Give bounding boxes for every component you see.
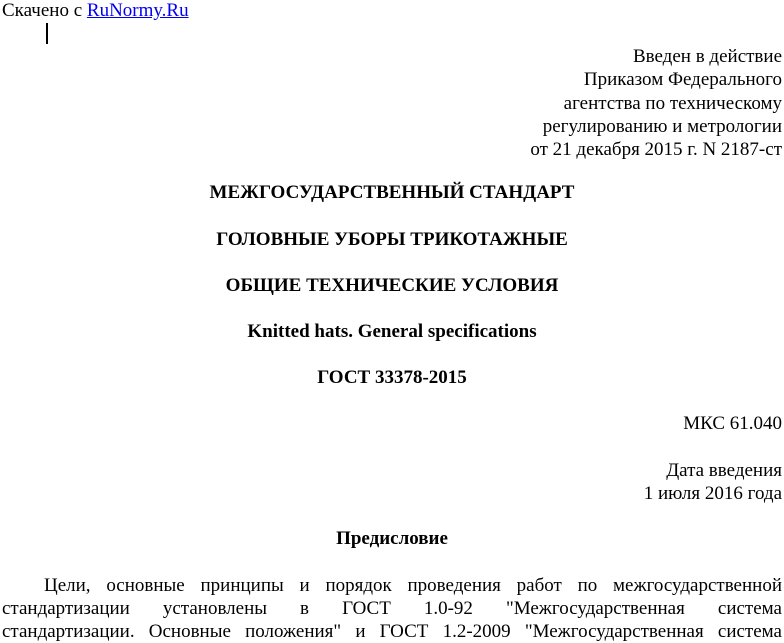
approval-line: от 21 декабря 2015 г. N 2187-ст bbox=[530, 139, 782, 161]
paragraph-line: стандартизации установлены в ГОСТ 1.0-92 "Межгосударственная система bbox=[2, 598, 782, 619]
paragraph-line: Цели, основные принципы и порядок проведения работ по межгосударственной bbox=[44, 575, 782, 596]
text-cursor bbox=[46, 23, 48, 44]
document-title: ГОЛОВНЫЕ УБОРЫ ТРИКОТАЖНЫЕ bbox=[216, 229, 568, 250]
approval-line: агентства по техническому bbox=[563, 92, 782, 114]
document-title-english: Knitted hats. General specifications bbox=[247, 321, 537, 342]
source-link[interactable]: RuNormy.Ru bbox=[86, 0, 189, 21]
foreword-heading: Предисловие bbox=[336, 528, 448, 549]
document-subtitle: ОБЩИЕ ТЕХНИЧЕСКИЕ УСЛОВИЯ bbox=[225, 275, 559, 296]
approval-line: Введен в действие bbox=[632, 46, 782, 67]
introduction-date: 1 июля 2016 года bbox=[643, 483, 782, 504]
source-note bbox=[2, 0, 189, 22]
approval-line: регулированию и метрологии bbox=[542, 115, 782, 137]
approval-block bbox=[530, 45, 782, 161]
source-prefix: Скачено с bbox=[2, 0, 87, 21]
classification-code: МКС 61.040 bbox=[683, 413, 782, 434]
approval-line: Приказом Федерального bbox=[583, 69, 782, 91]
paragraph-line: стандартизации. Основные положения" и ГОСТ 1.2-2009 "Межгосударственная система bbox=[2, 621, 782, 642]
foreword-paragraph bbox=[2, 574, 782, 643]
standard-code: ГОСТ 33378-2015 bbox=[317, 367, 467, 388]
introduction-date-label: Дата введения bbox=[666, 460, 782, 481]
standard-type-heading: МЕЖГОСУДАРСТВЕННЫЙ СТАНДАРТ bbox=[209, 182, 575, 203]
